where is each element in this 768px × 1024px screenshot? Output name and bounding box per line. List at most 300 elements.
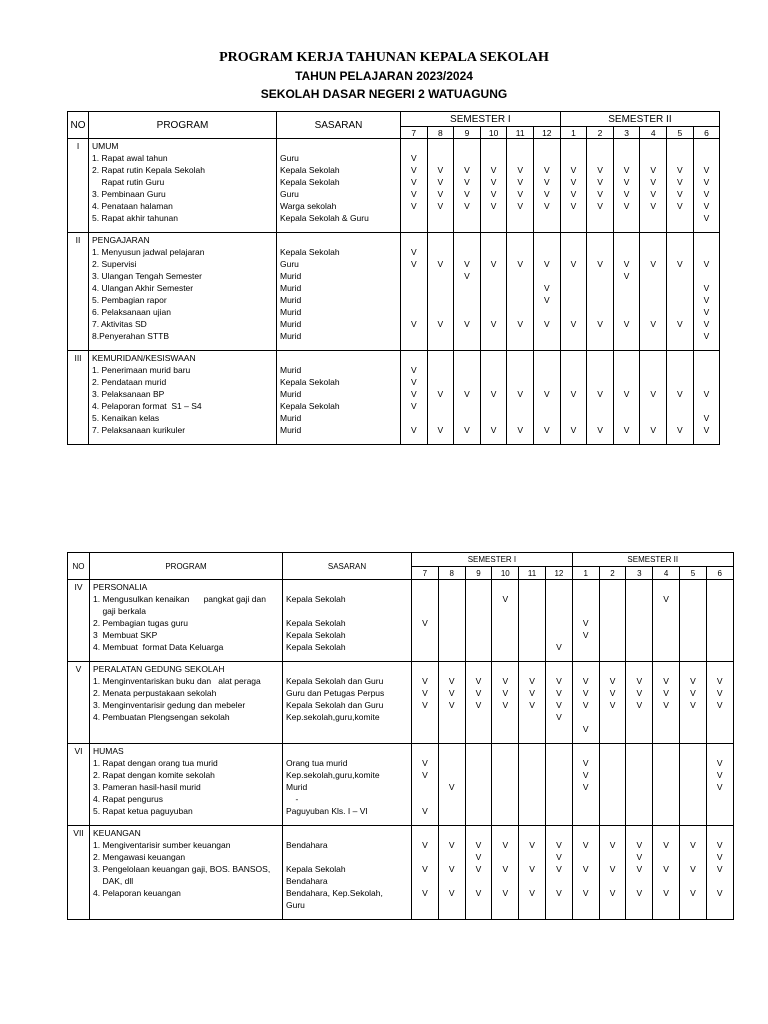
schedule-mark [640,412,666,424]
schedule-mark [481,400,507,412]
schedule-mark [573,851,599,863]
schedule-mark [561,282,587,294]
month-marks [613,233,640,351]
school-year: TAHUN PELAJARAN 2023/2024 [295,69,473,83]
schedule-mark [667,364,693,376]
schedule-mark: V [597,165,603,175]
sasaran-item: Bendahara, Kep.Sekolah, Guru [286,888,383,910]
sasaran-item [280,140,400,152]
schedule-mark [428,212,454,224]
schedule-mark [546,793,572,805]
schedule-mark [640,212,666,224]
schedule-mark [439,617,465,629]
schedule-mark [428,234,454,246]
schedule-mark [519,805,545,817]
month-marks [438,826,465,920]
schedule-mark [481,306,507,318]
schedule-mark [492,745,518,757]
month-marks [480,233,507,351]
schedule-mark: V [716,782,723,792]
schedule-mark: V [437,189,444,199]
schedule-mark [667,152,693,164]
schedule-mark [707,805,733,817]
month-marks [667,233,694,351]
schedule-mark [640,234,666,246]
schedule-mark [439,711,465,723]
month-marks [545,826,572,920]
schedule-mark [600,781,626,793]
schedule-mark [561,376,587,388]
schedule-mark [640,306,666,318]
schedule-mark [546,617,572,629]
program-section [68,233,720,351]
schedule-mark: V [623,189,630,199]
schedule-mark [587,270,613,282]
schedule-mark: V [636,676,643,686]
schedule-mark [534,140,560,152]
schedule-mark [653,629,679,641]
schedule-mark [680,851,706,863]
schedule-mark: V [650,189,657,199]
program-item: 2. Rapat dengan komite sekolah [93,770,215,780]
program-item: 3. Pameran hasil-hasil murid [93,782,201,792]
schedule-mark [694,152,720,164]
schedule-mark [626,805,652,817]
schedule-mark: V [502,864,509,874]
month-header-cell: 8 [427,127,454,139]
schedule-mark [481,234,507,246]
month-marks [640,351,667,445]
schedule-mark: V [623,177,630,187]
schedule-mark [653,711,679,723]
schedule-mark [519,757,545,769]
schedule-mark [492,641,518,653]
schedule-mark [626,723,652,735]
schedule-mark [546,581,572,593]
month-marks [706,580,733,662]
schedule-mark [466,793,492,805]
month-header-cell: 11 [519,567,546,580]
program-list [89,139,277,233]
schedule-mark: V [517,177,523,187]
program-item: 5. Rapat akhir tahunan [92,213,179,223]
schedule-mark [454,294,480,306]
schedule-mark: V [543,283,550,293]
schedule-mark [640,400,666,412]
schedule-mark [439,629,465,641]
section-number: IV [68,580,90,662]
schedule-mark [492,723,518,735]
section-number: VI [68,744,90,826]
sasaran-item: Paguyuban Kls. I – VI [286,806,368,816]
month-marks [613,351,640,445]
schedule-mark [680,629,706,641]
schedule-mark: V [448,700,455,710]
schedule-mark [401,270,427,282]
schedule-mark [412,793,438,805]
schedule-mark: V [690,888,696,898]
month-header-cell: 12 [545,567,572,580]
month-marks [492,826,519,920]
schedule-mark: V [410,153,417,163]
schedule-mark [640,294,666,306]
schedule-mark [507,152,533,164]
schedule-mark [600,851,626,863]
schedule-mark [640,246,666,258]
program-item: 3. Pelaksanaan BP [92,389,165,399]
schedule-mark [573,827,599,839]
program-section [68,744,734,826]
schedule-mark [694,376,720,388]
sasaran-item: Kepala Sekolah dan Guru [286,700,384,710]
sasaran-item [286,851,411,863]
schedule-mark [694,364,720,376]
schedule-mark [412,745,438,757]
schedule-mark: V [716,888,723,898]
sasaran-item [280,352,400,364]
schedule-mark [667,234,693,246]
program-list [89,351,277,445]
schedule-mark: V [490,165,497,175]
month-marks [412,662,439,744]
month-marks [492,662,519,744]
schedule-mark: V [529,888,535,898]
schedule-mark: V [517,389,523,399]
month-header-cell: 10 [480,127,507,139]
schedule-mark [492,781,518,793]
schedule-mark [466,769,492,781]
schedule-mark [412,781,438,793]
schedule-mark [481,412,507,424]
schedule-mark [600,581,626,593]
month-marks [507,351,534,445]
schedule-mark [626,745,652,757]
schedule-mark [519,745,545,757]
sasaran-item: Kepala Sekolah [280,165,340,175]
schedule-mark: V [703,307,710,317]
month-marks [599,744,626,826]
schedule-mark: V [448,782,455,792]
schedule-mark [680,581,706,593]
schedule-mark [534,412,560,424]
schedule-mark [680,617,706,629]
schedule-mark: V [556,688,562,698]
schedule-mark [454,152,480,164]
schedule-mark [707,793,733,805]
schedule-mark [481,140,507,152]
schedule-mark [519,711,545,723]
schedule-mark [640,140,666,152]
month-header-cell: 1 [560,127,587,139]
schedule-mark [667,140,693,152]
schedule-mark [573,593,599,617]
schedule-mark [428,270,454,282]
schedule-mark: V [703,295,710,305]
schedule-mark: V [437,259,444,269]
schedule-mark [667,400,693,412]
month-header-cell: 10 [492,567,519,580]
schedule-mark [492,757,518,769]
schedule-mark [587,152,613,164]
schedule-mark [626,769,652,781]
schedule-mark: V [422,700,428,710]
schedule-mark: V [623,425,630,435]
schedule-mark [439,851,465,863]
schedule-mark [680,593,706,617]
schedule-mark [466,711,492,723]
month-marks [706,826,733,920]
sasaran-item: Guru [280,189,299,199]
semester-2-header: SEMESTER II [572,553,733,567]
schedule-mark: V [582,758,589,768]
schedule-mark: V [663,840,669,850]
schedule-mark [519,617,545,629]
schedule-mark [546,629,572,641]
schedule-mark [466,805,492,817]
month-marks [401,351,428,445]
schedule-mark [707,745,733,757]
month-header-cell: 6 [693,127,720,139]
sasaran-header: SASARAN [283,553,412,580]
schedule-mark: V [529,840,535,850]
schedule-mark [412,827,438,839]
schedule-mark: V [422,864,428,874]
program-item: 5. Rapat ketua paguyuban [93,806,193,816]
sasaran-item: Kepala Sekolah [286,630,346,640]
schedule-mark [653,793,679,805]
schedule-mark [680,711,706,723]
schedule-mark [439,723,465,735]
schedule-mark [534,152,560,164]
schedule-mark [653,769,679,781]
month-marks [572,662,599,744]
schedule-mark: V [502,700,509,710]
month-marks [427,233,454,351]
schedule-mark [428,152,454,164]
schedule-mark [587,294,613,306]
schedule-mark: V [690,676,696,686]
schedule-mark [492,617,518,629]
schedule-mark [492,851,518,863]
schedule-mark [401,306,427,318]
schedule-mark [680,769,706,781]
schedule-mark: V [422,688,428,698]
schedule-mark [600,629,626,641]
schedule-mark: V [582,888,589,898]
sasaran-item: Guru [280,153,299,163]
sasaran-item: Murid [280,295,302,305]
month-marks [680,826,707,920]
schedule-mark: V [448,840,455,850]
schedule-mark [680,723,706,735]
schedule-mark [614,282,640,294]
schedule-mark: V [582,688,589,698]
month-marks [438,580,465,662]
month-marks [680,580,707,662]
schedule-mark: V [529,688,535,698]
schedule-mark [492,581,518,593]
program-list [90,662,283,744]
schedule-mark: V [650,165,657,175]
schedule-mark: V [464,189,470,199]
schedule-mark: V [703,259,710,269]
schedule-mark [626,711,652,723]
schedule-mark [561,330,587,342]
program-item: KEUANGAN [93,828,141,838]
schedule-mark [454,212,480,224]
program-section [68,580,734,662]
schedule-mark: V [422,770,428,780]
schedule-mark: V [556,642,562,652]
month-marks [693,233,720,351]
program-item: 1. Rapat dengan orang tua murid [93,758,218,768]
schedule-mark: V [716,688,723,698]
month-marks [401,139,428,233]
schedule-mark: V [597,201,603,211]
schedule-mark [519,641,545,653]
program-item: 4. Penataan halaman [92,201,173,211]
month-marks [560,233,587,351]
schedule-mark: V [556,712,562,722]
schedule-mark: V [502,688,509,698]
schedule-mark [707,663,733,675]
schedule-mark: V [464,165,470,175]
schedule-mark: V [448,888,455,898]
schedule-mark [454,306,480,318]
schedule-mark [507,234,533,246]
schedule-mark [401,330,427,342]
schedule-mark: V [422,888,428,898]
schedule-mark: V [703,213,710,223]
schedule-mark [614,352,640,364]
month-header-cell: 5 [680,567,707,580]
schedule-mark: V [597,389,603,399]
schedule-mark: V [502,676,509,686]
schedule-mark: V [517,189,523,199]
schedule-mark: V [676,389,683,399]
month-header-cell: 4 [653,567,680,580]
schedule-mark: V [597,425,603,435]
schedule-mark: V [543,259,550,269]
schedule-mark: V [410,201,417,211]
schedule-mark: V [716,864,723,874]
month-header-cell: 4 [640,127,667,139]
section-number: V [68,662,90,744]
sasaran-item: Kepala Sekolah [280,247,340,257]
schedule-mark [694,270,720,282]
schedule-mark: V [676,201,683,211]
schedule-mark: V [703,425,710,435]
sasaran-item: Murid [280,283,302,293]
schedule-mark [428,306,454,318]
schedule-mark [653,617,679,629]
program-item: 4. Membuat format Data Keluarga [93,642,224,652]
program-item [93,723,282,735]
schedule-mark [614,330,640,342]
sasaran-item: Murid [280,425,302,435]
schedule-mark: V [437,425,444,435]
program-list [90,826,283,920]
schedule-mark [561,412,587,424]
program-item: 4. Pembuatan Plengsengan sekolah [93,712,230,722]
schedule-mark [561,294,587,306]
program-item: 1. Menyusun jadwal pelajaran [92,247,205,257]
schedule-mark [653,641,679,653]
schedule-mark [519,629,545,641]
schedule-mark: V [570,165,577,175]
schedule-mark [466,617,492,629]
schedule-mark [492,629,518,641]
schedule-mark [428,412,454,424]
schedule-mark [614,294,640,306]
schedule-mark: V [623,271,630,281]
program-item: 2. Rapat rutin Kepala Sekolah [92,165,205,175]
schedule-mark [653,805,679,817]
schedule-mark: V [597,177,603,187]
month-marks [587,233,614,351]
section-number: II [68,233,89,351]
schedule-mark [707,711,733,723]
schedule-mark [401,234,427,246]
schedule-mark [454,246,480,258]
schedule-mark: V [490,189,497,199]
month-marks [465,580,492,662]
schedule-mark [412,593,438,617]
schedule-mark [428,330,454,342]
schedule-mark [680,827,706,839]
month-marks [533,351,560,445]
sasaran-item [286,663,411,675]
schedule-mark [454,140,480,152]
schedule-mark [466,663,492,675]
schedule-mark: V [410,177,417,187]
schedule-mark: V [556,888,562,898]
schedule-mark [561,400,587,412]
schedule-mark: V [410,377,417,387]
schedule-mark [707,629,733,641]
program-item: 7. Aktivitas SD [92,319,147,329]
program-item: 1. Mengusulkan kenaikan pangkat gaji dan gaji berkala [93,594,266,616]
schedule-mark: V [690,840,696,850]
semester-1-header: SEMESTER I [401,112,561,127]
schedule-mark [667,330,693,342]
month-marks [533,139,560,233]
schedule-mark: V [543,295,550,305]
schedule-mark: V [410,259,417,269]
schedule-mark: V [437,319,444,329]
schedule-mark: V [556,676,562,686]
schedule-mark [640,352,666,364]
schedule-mark: V [703,389,710,399]
month-marks [560,351,587,445]
schedule-mark [466,629,492,641]
schedule-mark [439,745,465,757]
schedule-mark: V [570,201,577,211]
schedule-mark [519,851,545,863]
schedule-mark [707,641,733,653]
schedule-mark [519,793,545,805]
schedule-mark: V [716,700,723,710]
schedule-mark [587,364,613,376]
schedule-mark [573,805,599,817]
schedule-mark [707,617,733,629]
schedule-mark: V [650,259,657,269]
schedule-mark [653,851,679,863]
schedule-mark [519,593,545,617]
schedule-mark [481,212,507,224]
schedule-mark: V [437,201,444,211]
schedule-mark [454,364,480,376]
